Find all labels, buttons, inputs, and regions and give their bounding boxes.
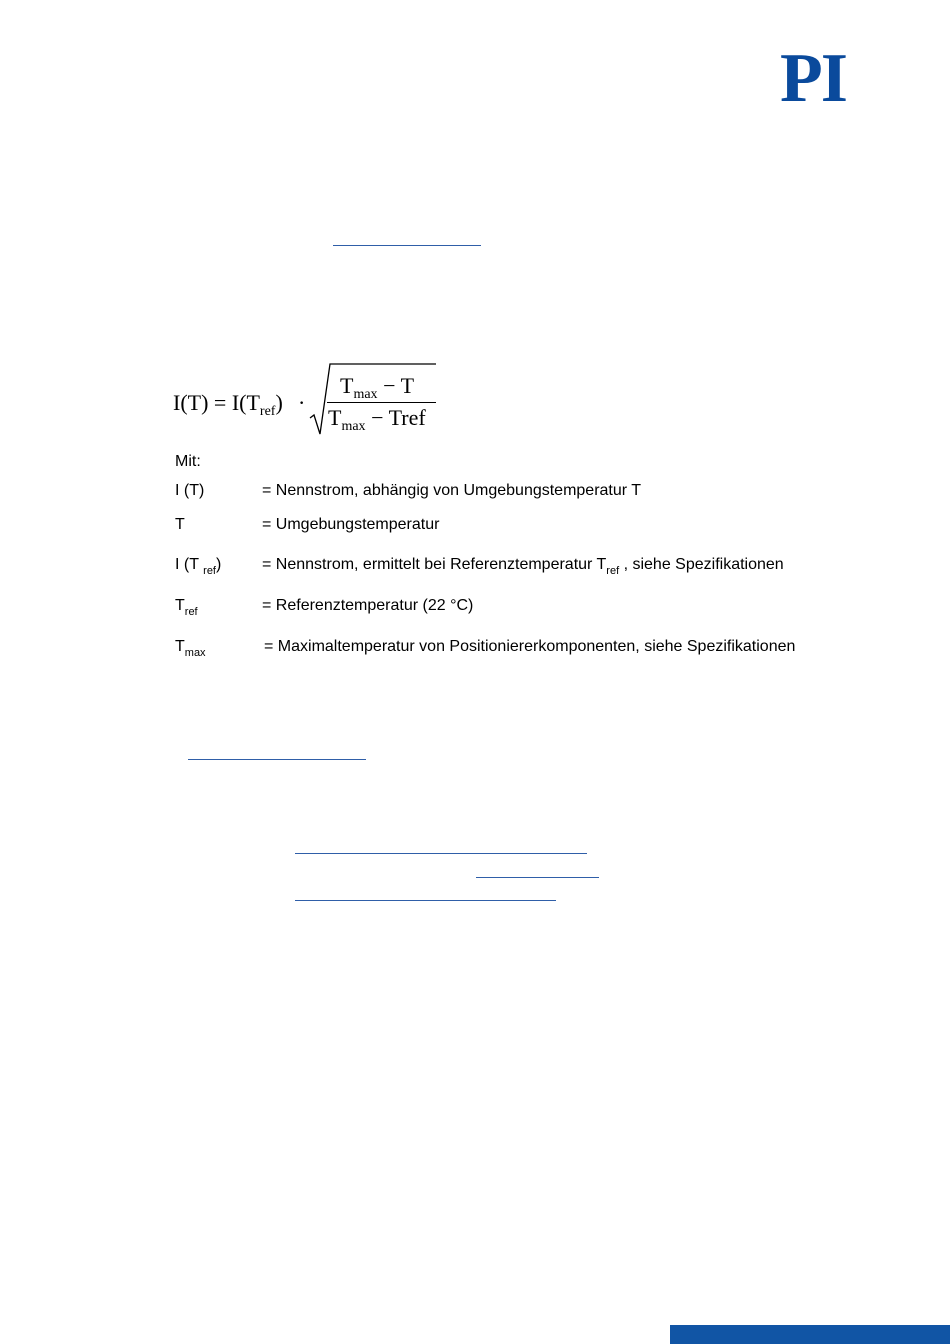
link-underline[interactable] [188, 759, 366, 760]
pi-logo: PI [780, 40, 846, 117]
legend-definition: = Maximaltemperatur von Positioniererkomponenten, siehe Spezifikationen [264, 638, 796, 655]
fraction-bar [327, 402, 436, 403]
legend-symbol: $T_{ref}$ [175, 597, 198, 618]
link-underline[interactable] [476, 877, 599, 878]
legend-definition: = Referenztemperatur (22 °C) [262, 597, 474, 614]
legend-definition: = Nennstrom, ermittelt bei Referenztemperatur $T_{ref}$ , siehe Spezifikationen [262, 556, 784, 577]
legend-definition: = Nennstrom, abhängig von Umgebungstemperatur T [262, 482, 642, 499]
legend-symbol: I (T $_{ref}$) [175, 556, 222, 577]
formula-lhs: $I(T) = I(T_{ref})$ [173, 390, 283, 419]
link-underline[interactable] [295, 900, 556, 901]
link-underline[interactable] [295, 853, 587, 854]
legend-symbol: $T_{max}$ [175, 638, 206, 659]
formula-dot: · [298, 390, 306, 415]
legend-definition: = Umgebungstemperatur [262, 516, 440, 533]
fraction-numerator: $T_{max} - T$ [340, 373, 415, 402]
legend-symbol: T [175, 516, 185, 533]
fraction-denominator: $T_{max}$ − Tref [328, 405, 426, 434]
legend-symbol: I (T) [175, 482, 205, 499]
legend-intro: Mit: [175, 453, 201, 470]
link-underline[interactable] [333, 245, 481, 246]
footer-accent-bar [670, 1325, 950, 1344]
